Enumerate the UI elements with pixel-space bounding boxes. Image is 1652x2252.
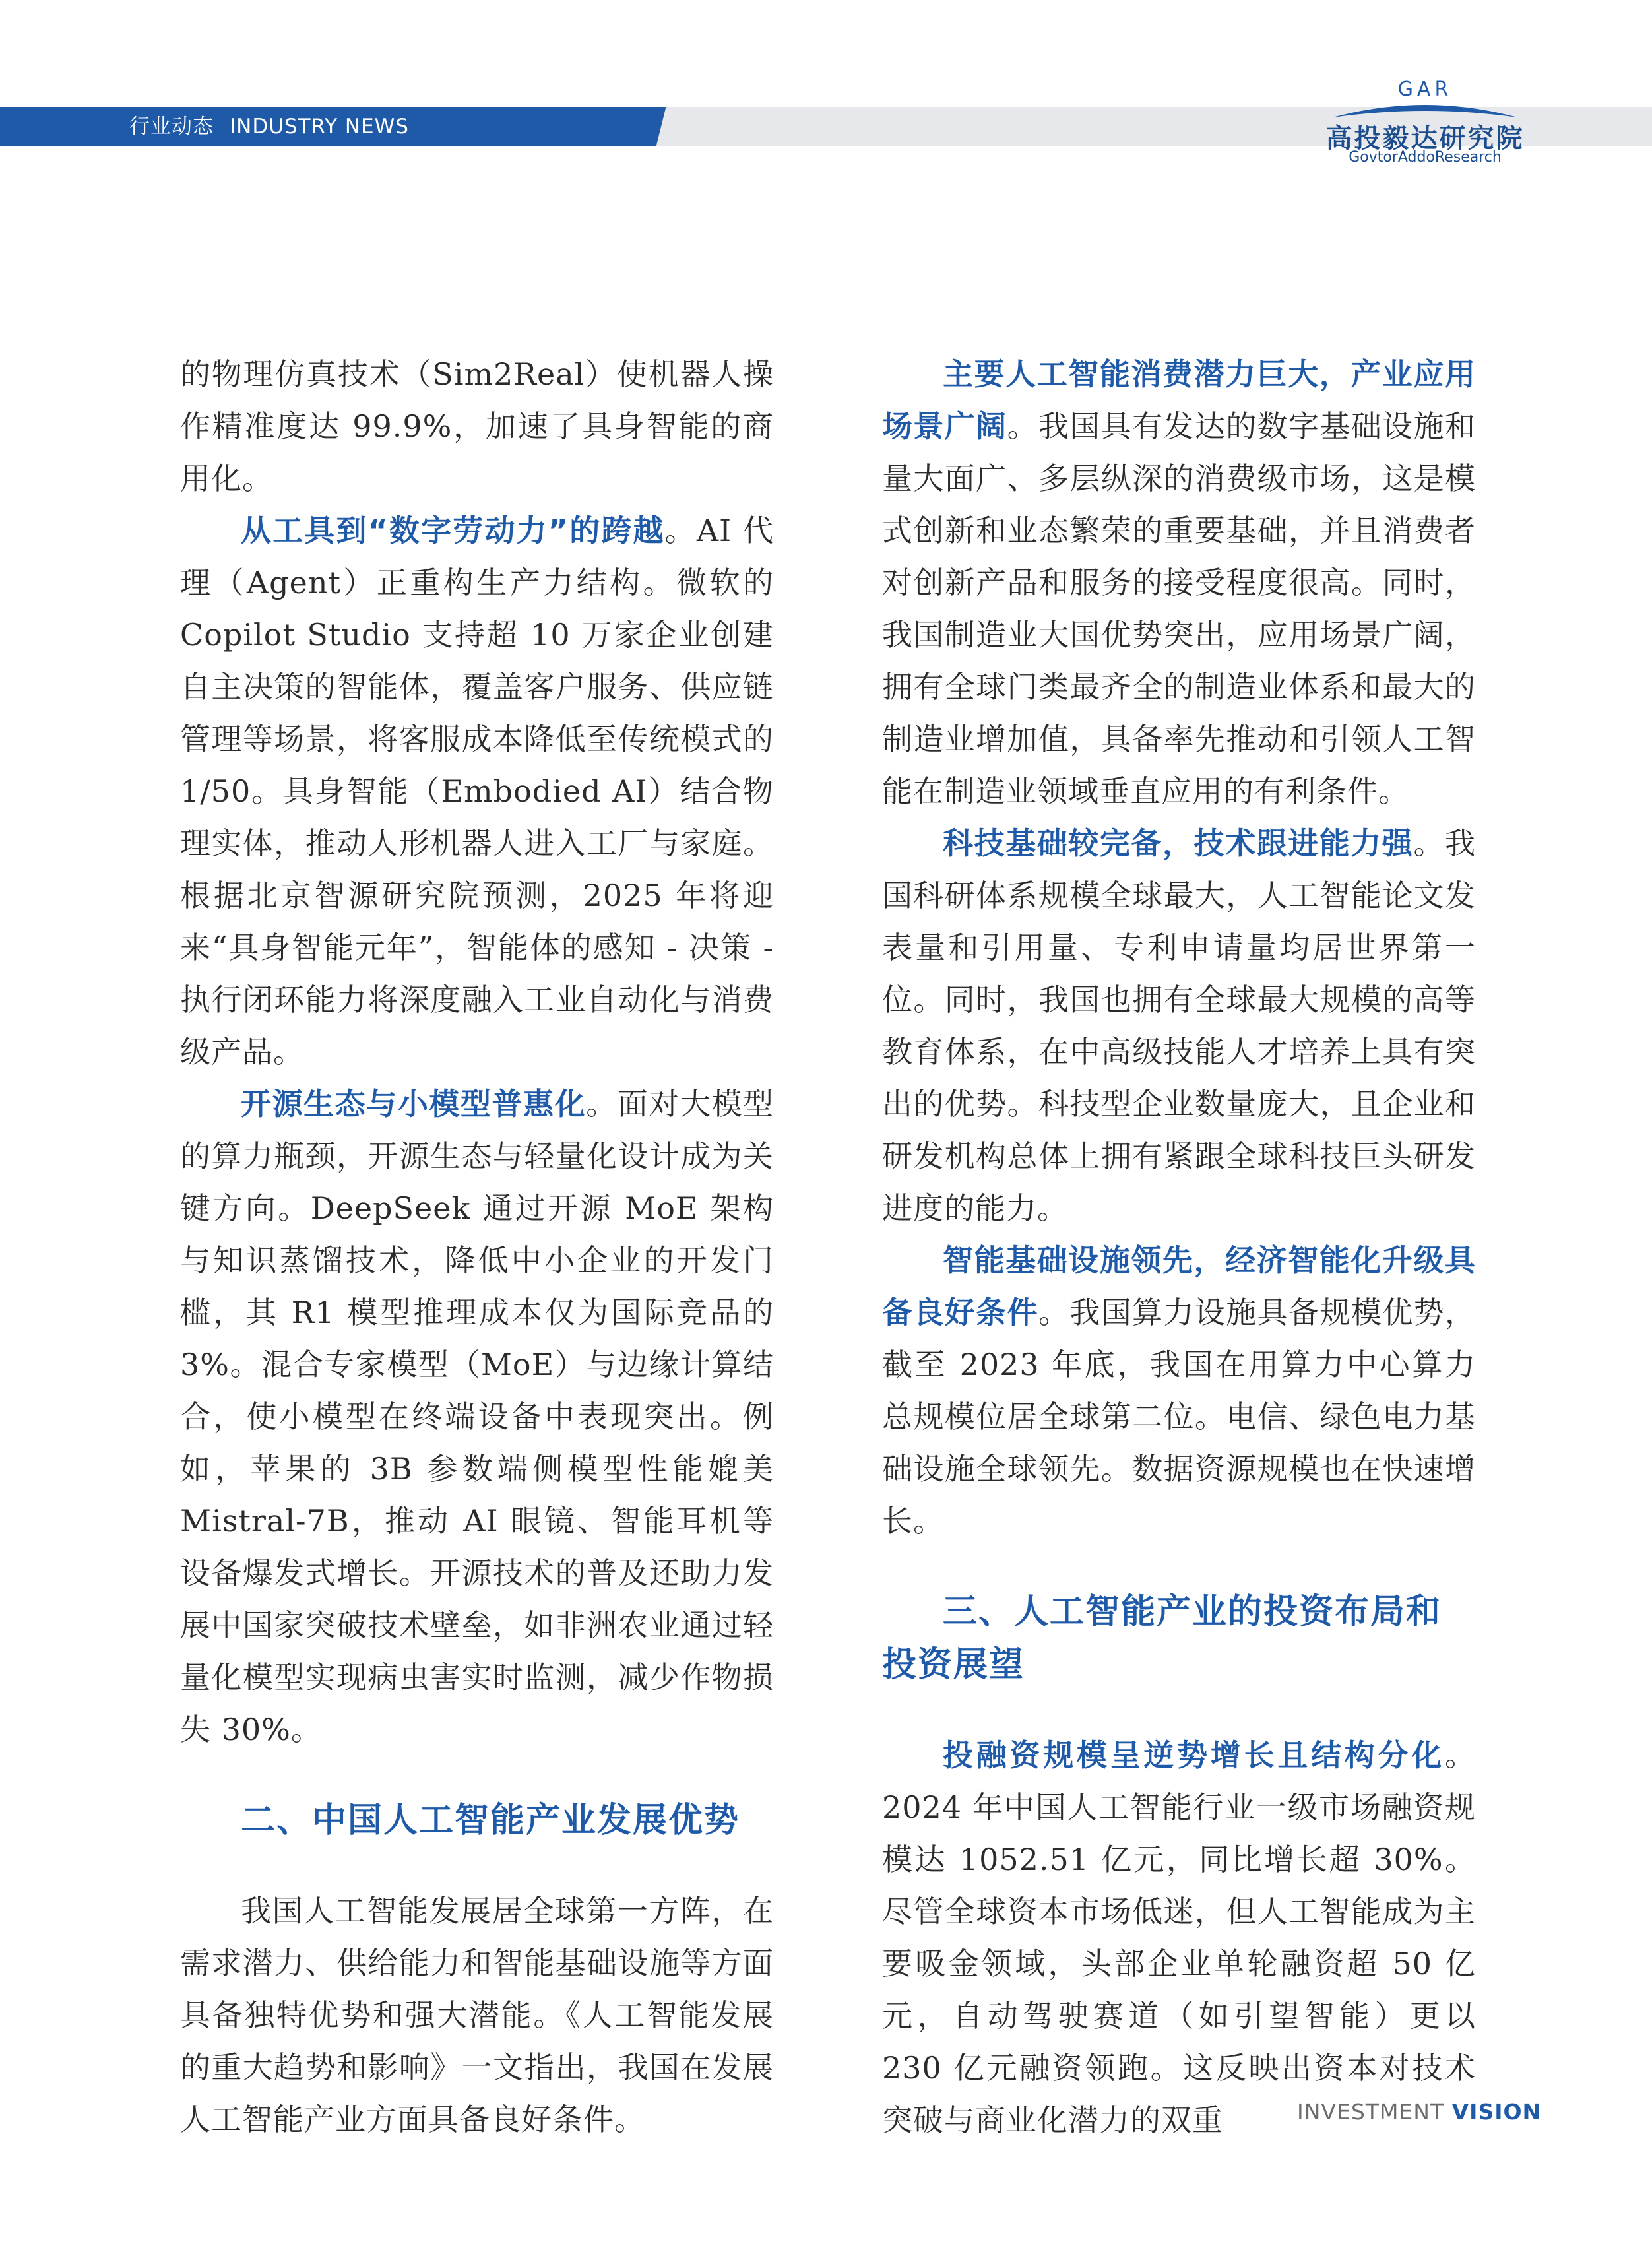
logo-abbr: GAR (1397, 78, 1453, 101)
right-paragraph-1-text: 。我国具有发达的数字基础设施和量大面广、多层纵深的消费级市场，这是模式创新和业态繁荣的重要基础，并且消费者对创新产品和服务的接受程度很高。同时，我国制造业大国优势突出，应用场景广阔，拥有全球门类最齐全的制造业体系和最大的制造业增加值，具备率先推动和引领人工智能在制造业领域垂直应用的有利条件。 (882, 408, 1477, 809)
logo (1293, 78, 1557, 170)
logo-arc-icon (1329, 98, 1521, 120)
left-paragraph-3-text: 。面对大模型的算力瓶颈，开源生态与轻量化设计成为关键方向。DeepSeek 通过开源 MoE 架构与知识蒸馏技术，降低中小企业的开发门槛，其 R1 模型推理成本仅为国际竞品的 3%。混合专家模型（MoE）与边缘计算结合，使小模型在终端设备中表现突出。例如，苹果的 3B 参数端侧模型性能媲美 Mistral-7B，推动 AI 眼镜、智能耳机等设备爆发式增长。开源技术的普及还助力发展中国家突破技术壁垒，如非洲农业通过轻量化模型实现病虫害实时监测，减少作物损失 30%。 (180, 1086, 774, 1747)
right-paragraph-2 (882, 818, 1476, 1235)
right-paragraph-4 (882, 1729, 1476, 2146)
left-paragraph-2-text: 。AI 代理（Agent）正重构生产力结构。微软的 Copilot Studio 支持超 10 万家企业创建自主决策的智能体，覆盖客户服务、供应链管理等场景，将客服成本降低至传统模式的 1/50。具身智能（Embodied AI）结合物理实体，推动人形机器人进入工厂与家庭。根据北京智源研究院预测，2025 年将迎来“具身智能元年”，智能体的感知 - 决策 - 执行闭环能力将深度融入工业自动化与消费级产品。 (180, 513, 774, 1070)
right-paragraph-4-lead: 投融资规模呈逆势增长且结构分化 (943, 1737, 1445, 1773)
footer-accent: VISION (1451, 2099, 1542, 2125)
left-paragraph-2-lead: 从工具到“数字劳动力”的跨越 (241, 513, 665, 548)
left-paragraph-4: 我国人工智能发展居全球第一方阵，在需求潜力、供给能力和智能基础设施等方面具备独特优势和强大潜能。《人工智能发展的重大趋势和影响》一文指出，我国在发展人工智能产业方面具备良好条件。 (180, 1893, 774, 2137)
right-paragraph-3 (882, 1235, 1476, 1547)
section-label-cn: 行业动态 (129, 115, 214, 139)
footer-text: INVESTMENT (1297, 2099, 1445, 2125)
right-paragraph-1 (882, 348, 1476, 818)
left-column (180, 348, 774, 2146)
right-paragraph-3-text: 。我国算力设施具备规模优势，截至 2023 年底，我国在用算力中心算力总规模位居全球第二位。电信、绿色电力基础设施全球领先。数据资源规模也在快速增长。 (882, 1295, 1477, 1539)
left-paragraph-2 (180, 505, 774, 1078)
logo-name-cn: 高投毅达研究院 (1325, 123, 1525, 154)
footer-label (1297, 2099, 1541, 2125)
right-paragraph-4-text: 。2024 年中国人工智能行业一级市场融资规模达 1052.51 亿元，同比增长超 30%。尽管全球资本市场低迷，但人工智能成为主要吸金领域，头部企业单轮融资超 50 亿元，自动驾驶赛道（如引望智能）更以 230 亿元融资领跑。这反映出资本对技术突破与商业化潜力的双重 (882, 1737, 1476, 2138)
section-heading-2: 二、中国人工智能产业发展优势 (241, 1801, 740, 1840)
right-paragraph-3-lead: 智能基础设施领先，经济智能化升级具备良好条件 (882, 1242, 1476, 1330)
section-heading-3: 三、人工智能产业的投资布局和投资展望 (882, 1592, 1442, 1685)
right-column (882, 348, 1476, 2146)
section-label (129, 107, 409, 146)
section-label-en: INDUSTRY NEWS (230, 115, 409, 139)
logo-name-en: GovtorAddoResearch (1349, 149, 1502, 166)
left-paragraph-1: 的物理仿真技术（Sim2Real）使机器人操作精准度达 99.9%，加速了具身智能的商用化。 (180, 356, 774, 496)
right-paragraph-2-lead: 科技基础较完备，技术跟进能力强 (943, 825, 1414, 861)
left-paragraph-3-lead: 开源生态与小模型普惠化 (241, 1086, 587, 1122)
right-paragraph-2-text: 。我国科研体系规模全球最大，人工智能论文发表量和引用量、专利申请量均居世界第一位。同时，我国也拥有全球最大规模的高等教育体系，在中高级技能人才培养上具有突出的优势。科技型企业数量庞大，且企业和研发机构总体上拥有紧跟全球科技巨头研发进度的能力。 (882, 825, 1476, 1226)
left-paragraph-3 (180, 1078, 774, 1756)
right-paragraph-1-lead: 主要人工智能消费潜力巨大，产业应用场景广阔 (882, 356, 1476, 444)
